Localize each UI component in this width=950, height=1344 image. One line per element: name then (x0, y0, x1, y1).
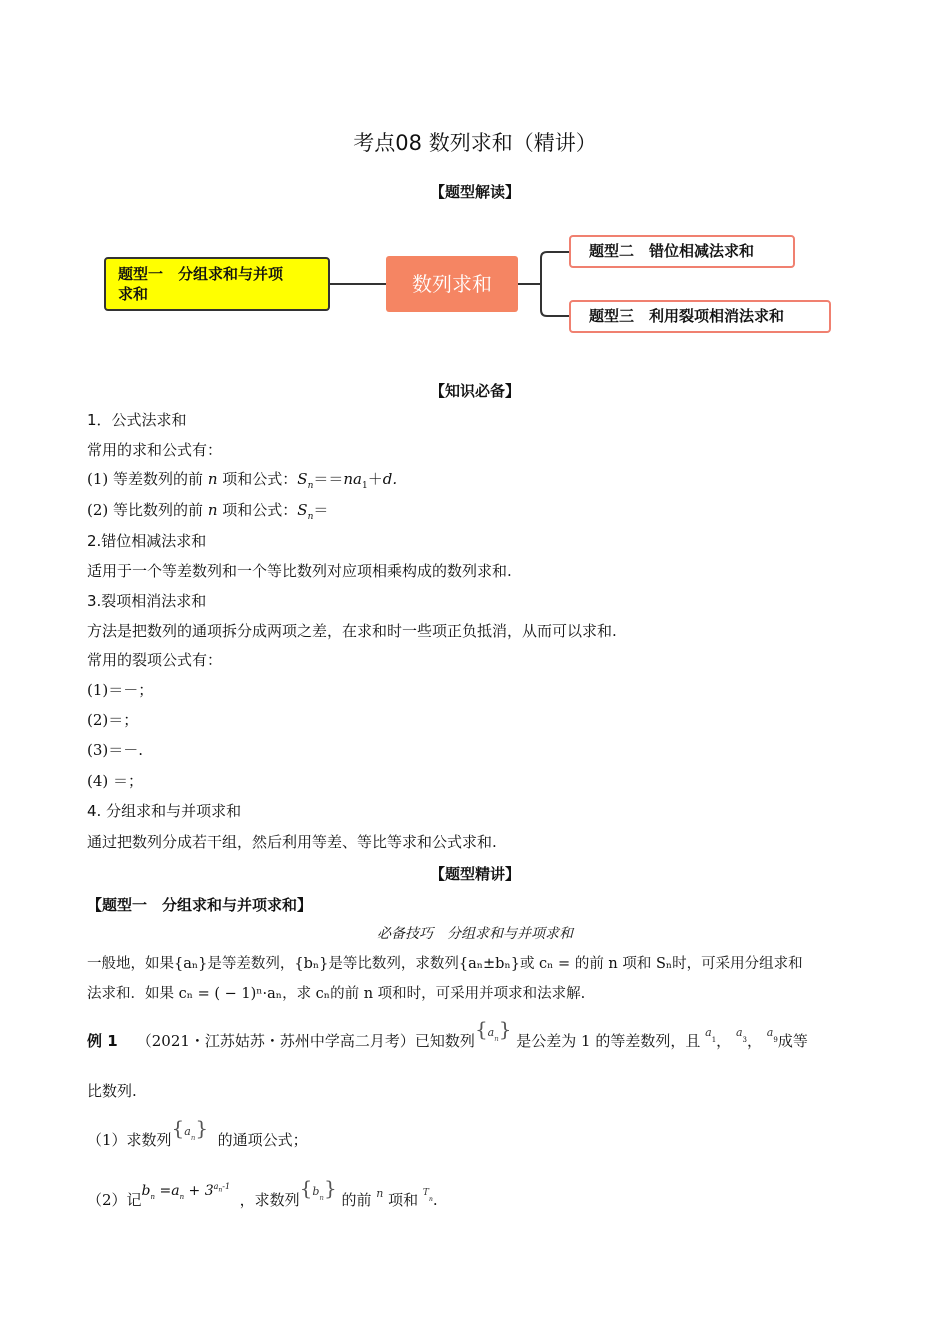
page-title: 考点08 数列求和（精讲） (353, 131, 597, 155)
knowledge-line-2: (1) 等差数列的前 n 项和公式：$S_n==na_1+d$. (87, 470, 398, 491)
section-knowledge: 【知识必备】 (429, 382, 520, 400)
type1-heading: 【题型一 分组求和与并项求和】 (87, 896, 313, 914)
section-reading: 【题型解读】 (429, 183, 520, 201)
knowledge-line-5: 方法是把数列的通项拆分成两项之差，在求和时一些项正负抵消，从而可以求和. (87, 622, 617, 640)
knowledge-heading-4: 4. 分组求和与并项求和 (87, 802, 242, 820)
knowledge-heading-2: 2.错位相减法求和 (87, 532, 207, 550)
seq-a-brace: $\{a_n\}$ (474, 1017, 512, 1043)
formula-1: (1)＝－； (87, 681, 154, 699)
example-1-line-2: 比数列. (87, 1082, 137, 1100)
knowledge-line-4: 适用于一个等差数列和一个等比数列对应项相乘构成的数列求和. (87, 562, 512, 580)
knowledge-line-6: 常用的裂项公式有： (87, 651, 223, 669)
tip-paragraph-2: 法求和．如果 cₙ = ( − 1)ⁿ·aₙ，求 cₙ的前 n 项和时，可采用并项求和法求解. (87, 986, 586, 1002)
mindmap-connectors (0, 0, 950, 400)
mindmap-center: 数列求和 (386, 256, 518, 312)
knowledge-line-7: 通过把数列分成若干组，然后利用等差、等比等求和公式求和. (87, 833, 497, 851)
section-lecture: 【题型精讲】 (429, 865, 520, 883)
question-1: （1）求数列$\{a_n\}$ 的通项公式； (87, 1116, 308, 1149)
formula-2: (2)＝； (87, 711, 139, 729)
formula-3: (3)＝－. (87, 741, 144, 759)
tip-title: 必备技巧 分组求和与并项求和 (377, 926, 573, 942)
formula-4: (4) ＝； (87, 772, 144, 790)
mindmap-type3: 题型三 利用裂项相消法求和 (569, 300, 831, 333)
tip-paragraph-1: 一般地，如果{aₙ}是等差数列，{bₙ}是等比数列，求数列{aₙ±bₙ}或 cₙ = 的前 n 项和 Sₙ时，可采用分组求和 (87, 956, 803, 972)
mindmap-type2: 题型二 错位相减法求和 (569, 235, 795, 268)
knowledge-line-3: (2) 等比数列的前 n 项和公式：$S_n=$ (87, 501, 329, 522)
knowledge-line-1: 常用的求和公式有： (87, 441, 223, 459)
mindmap-type1: 题型一 分组求和与并项 求和 (104, 257, 330, 311)
example-1-line-1: 例 1 （2021・江苏姑苏・苏州中学高二月考）已知数列$\{a_n\}$ 是公差为 1 的等差数列，且 $^a_1$， $^a_3$， $^a_9$成等 (87, 1017, 808, 1050)
knowledge-heading-1: 1．公式法求和 (87, 411, 187, 429)
knowledge-heading-3: 3.裂项相消法求和 (87, 592, 207, 610)
question-2: （2）记$b_n =a_n + 3^{a_n-1}$ ，求数列$\{b_n\}$ 的前 $^n$ 项和 $^T_n$. (87, 1176, 438, 1209)
